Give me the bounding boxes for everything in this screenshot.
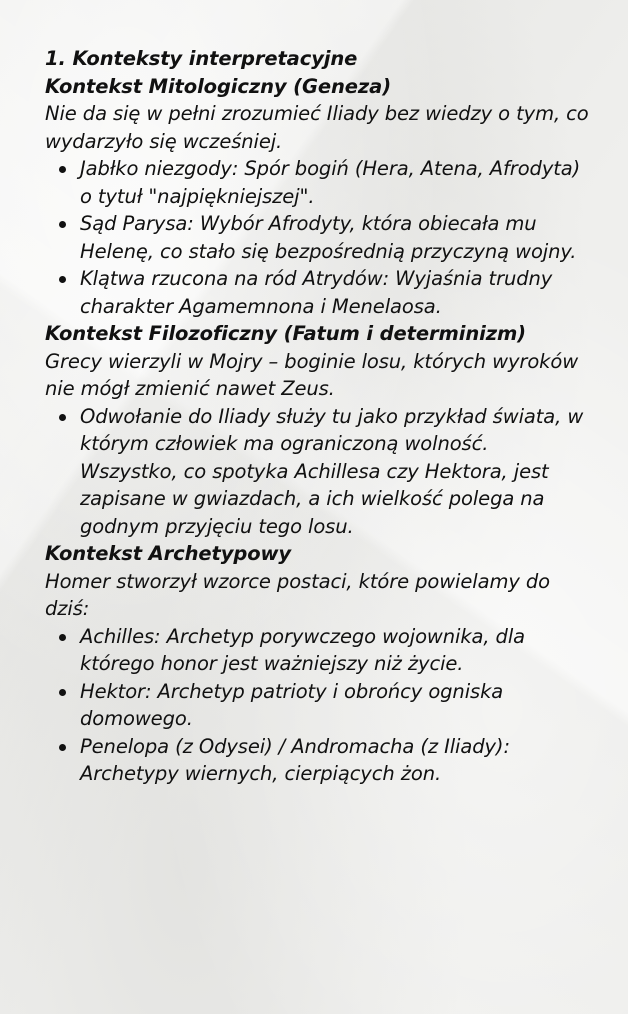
bullet-icon xyxy=(59,221,66,228)
bullet-icon xyxy=(59,744,66,751)
list-item-text: Achilles: Archetyp porywczego wojownika, dla którego honor jest ważniejszy niż życie. xyxy=(80,624,526,675)
bullet-list-archetypal xyxy=(45,623,590,788)
bullet-list-mythological xyxy=(45,155,590,320)
list-item xyxy=(80,210,590,265)
bullet-icon xyxy=(59,634,66,641)
section-heading-mythological: Kontekst Mitologiczny (Geneza) xyxy=(45,74,392,98)
bullet-icon xyxy=(59,414,66,421)
section-intro-philosophical: Grecy wierzyli w Mojry – boginie losu, których wyroków nie mógł zmienić nawet Zeus. xyxy=(45,349,579,400)
bullet-icon xyxy=(59,276,66,283)
list-item xyxy=(80,265,590,320)
list-item-text: Odwołanie do Iliady służy tu jako przykład świata, w którym człowiek ma ograniczoną wolność. Wszystko, co spotyka Achillesa czy Hektora, jest zapisane w gwiazdach, a ich wielkość polega na godnym przyjęciu tego losu. xyxy=(80,404,584,538)
document-content xyxy=(45,45,590,788)
list-item-text: Sąd Parysa: Wybór Afrodyty, która obiecała mu Helenę, co stało się bezpośrednią przyczyną wojny. xyxy=(80,212,577,263)
list-item-text: Klątwa rzucona na ród Atrydów: Wyjaśnia trudny charakter Agamemnona i Menelaosa. xyxy=(80,267,553,318)
section-intro-mythological: Nie da się w pełni zrozumieć Iliady bez wiedzy o tym, co wydarzyło się wcześniej. xyxy=(45,102,589,153)
list-item xyxy=(80,403,590,541)
list-item xyxy=(80,155,590,210)
list-item xyxy=(80,678,590,733)
list-item xyxy=(80,733,590,788)
section-heading-philosophical: Kontekst Filozoficzny (Fatum i determinizm) xyxy=(45,322,526,345)
section-intro-archetypal: Homer stworzył wzorce postaci, które powielamy do dziś: xyxy=(45,569,550,620)
bullet-list-philosophical xyxy=(45,403,590,541)
section-heading-archetypal: Kontekst Archetypowy xyxy=(45,542,292,565)
list-item-text: Jabłko niezgody: Spór bogiń (Hera, Atena, Afrodyta) o tytuł "najpiękniejszej". xyxy=(80,157,581,208)
main-heading: 1. Konteksty interpretacyjne xyxy=(45,47,358,70)
list-item xyxy=(80,623,590,678)
list-item-text: Penelopa (z Odysei) / Andromacha (z Iliady): Archetypy wiernych, cierpiących żon. xyxy=(80,734,510,785)
bullet-icon xyxy=(59,166,66,173)
list-item-text: Hektor: Archetyp patrioty i obrońcy ogniska domowego. xyxy=(80,679,504,730)
bullet-icon xyxy=(59,689,66,696)
